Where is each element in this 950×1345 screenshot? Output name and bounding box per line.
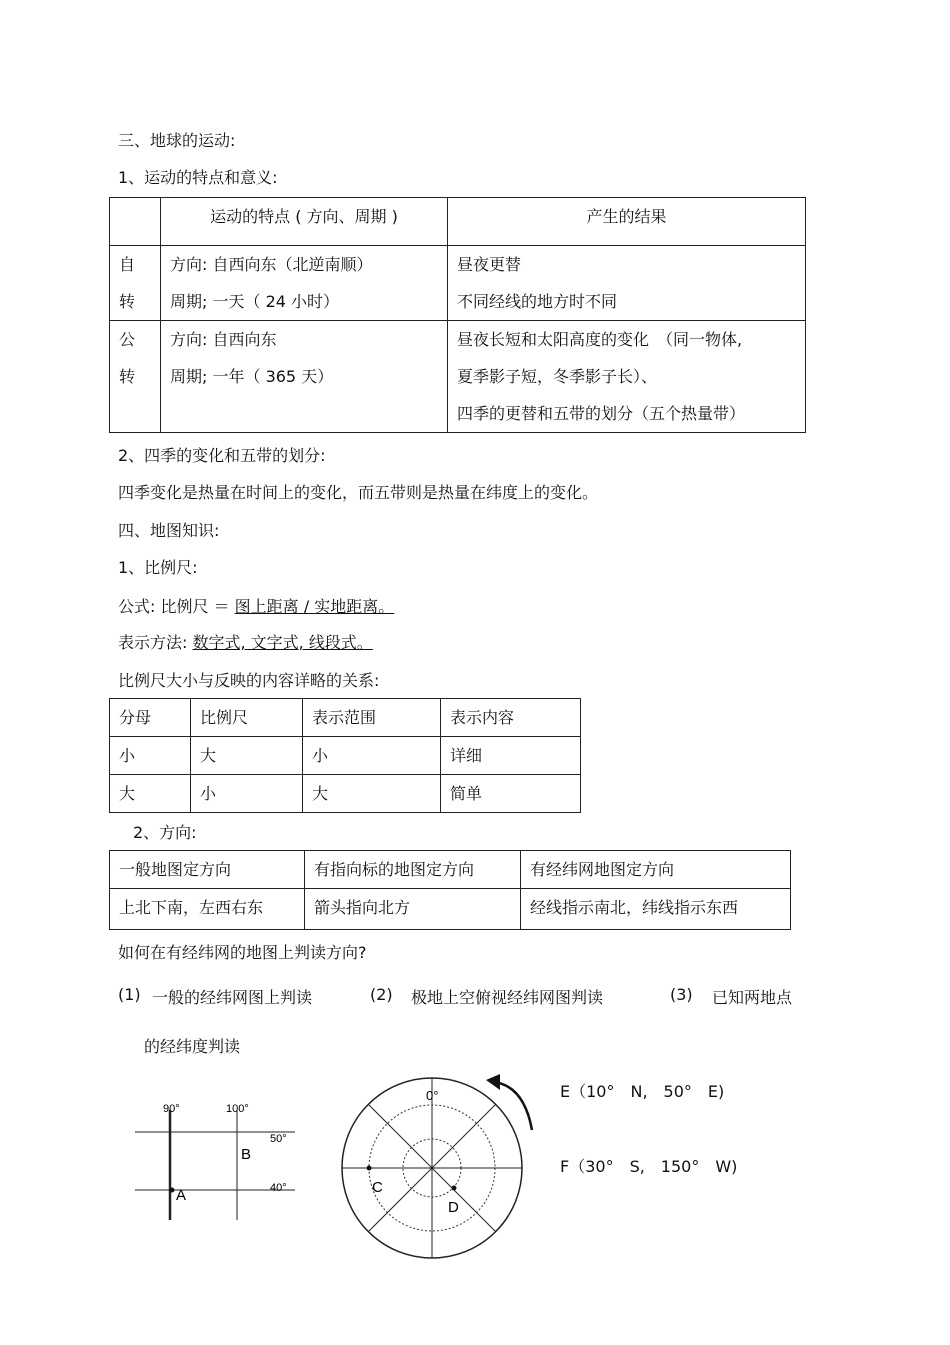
header-cell: 运动的特点 ( 方向、周期 ): [161, 198, 448, 246]
header-cell: 表示范围: [303, 699, 441, 737]
feature-line: 周期; 一年（ 365 天）: [170, 367, 334, 386]
feature-line: 方向: 自西向东: [170, 330, 277, 349]
table-row: [110, 737, 581, 775]
scale-relation-title: 比例尺大小与反映的内容详略的关系:: [118, 671, 380, 690]
method-3: 已知两地点: [712, 988, 793, 1007]
table-cell: 大: [191, 737, 303, 775]
table-row: [110, 246, 806, 321]
method-1: 一般的经纬网图上判读: [152, 988, 313, 1007]
features-cell: [161, 246, 448, 321]
header-cell: 有指向标的地图定方向: [305, 851, 521, 889]
point-b-label: B: [241, 1146, 252, 1163]
section4-2-title: 2、方向:: [133, 823, 197, 842]
section3-2-title: 2、四季的变化和五带的划分:: [118, 446, 326, 465]
table-row: [110, 775, 581, 813]
header-cell: 比例尺: [191, 699, 303, 737]
methods-value: 数字式, 文字式, 线段式。: [192, 633, 373, 652]
section3-1-title: 1、运动的特点和意义:: [118, 168, 278, 187]
result-line: 不同经线的地方时不同: [457, 292, 618, 311]
point-d-dot: [452, 1186, 457, 1191]
table-row: [110, 889, 791, 930]
point-a-label: A: [176, 1187, 187, 1204]
direction-table: [109, 850, 791, 930]
methods-line: [118, 630, 373, 653]
method-1-num: (1): [118, 985, 141, 1004]
method-2-num: (2): [370, 985, 393, 1004]
motion-table-header: [110, 198, 806, 246]
row-name-line: 公: [119, 330, 136, 349]
lon-label-90: 90°: [163, 1103, 180, 1115]
method-2: 极地上空俯视经纬网图判读: [411, 988, 604, 1007]
header-cell: 产生的结果: [448, 198, 806, 246]
motion-table: [109, 197, 806, 433]
row-name: [110, 321, 161, 433]
table-cell: 大: [303, 775, 441, 813]
header-cell: 一般地图定方向: [110, 851, 305, 889]
lat-label-50: 50°: [270, 1133, 287, 1145]
section4-1-title: 1、比例尺:: [118, 558, 198, 577]
table-cell: 箭头指向北方: [305, 889, 521, 930]
table-cell: 简单: [441, 775, 581, 813]
formula-label: 公式: 比例尺 ＝: [118, 597, 235, 616]
method-3-num: (3): [670, 985, 693, 1004]
section4-title: 四、地图知识:: [118, 521, 220, 540]
feature-line: 周期; 一天（ 24 小时）: [170, 292, 340, 311]
result-line: 昼夜长短和太阳高度的变化 （同一物体,: [457, 330, 743, 349]
scale-table: [109, 698, 581, 813]
table-cell: 小: [191, 775, 303, 813]
point-c-dot: [367, 1166, 372, 1171]
result-line: 夏季影子短，冬季影子长）、: [457, 367, 658, 386]
section3-title: 三、地球的运动:: [118, 131, 236, 150]
lon-label-100: 100°: [226, 1103, 249, 1115]
table-cell: 经线指示南北，纬线指示东西: [521, 889, 791, 930]
table-cell: 小: [110, 737, 191, 775]
method-3-continued: 的经纬度判读: [144, 1037, 241, 1056]
table-cell: 上北下南，左西右东: [110, 889, 305, 930]
results-cell: [448, 246, 806, 321]
table-row: [110, 321, 806, 433]
coord-f: F（30° S, 150° W): [560, 1157, 738, 1176]
point-c-label: C: [372, 1179, 383, 1196]
feature-line: 方向: 自西向东（北逆南顺）: [170, 255, 373, 274]
coord-e: E（10° N, 50° E): [560, 1082, 725, 1101]
formula-line: [118, 594, 394, 617]
header-cell: 表示内容: [441, 699, 581, 737]
features-cell: [161, 321, 448, 433]
row-name-line: 转: [119, 367, 136, 386]
table-cell: 详细: [441, 737, 581, 775]
methods-label: 表示方法:: [118, 633, 193, 652]
result-line: 昼夜更替: [457, 255, 522, 274]
point-d-label: D: [448, 1199, 459, 1216]
result-line: 四季的更替和五带的划分（五个热量带）: [457, 404, 746, 423]
direction-table-header: [110, 851, 791, 889]
header-cell: 分母: [110, 699, 191, 737]
header-cell: 有经纬网地图定方向: [521, 851, 791, 889]
results-cell: [448, 321, 806, 433]
row-name: [110, 246, 161, 321]
table-cell: 大: [110, 775, 191, 813]
header-cell: [110, 198, 161, 246]
table-cell: 小: [303, 737, 441, 775]
section3-2-text: 四季变化是热量在时间上的变化，而五带则是热量在纬度上的变化。: [118, 483, 599, 502]
formula-value: 图上距离 / 实地距离。: [234, 597, 395, 616]
rotation-arrow-icon: [480, 1072, 540, 1134]
scale-table-header: [110, 699, 581, 737]
row-name-line: 自: [119, 255, 136, 274]
row-name-line: 转: [119, 292, 136, 311]
question-text: 如何在有经纬网的地图上判读方向?: [118, 943, 367, 962]
point-a-dot: [170, 1188, 175, 1193]
zero-meridian-label: 0°: [426, 1088, 439, 1103]
grid-figure: [130, 1095, 300, 1225]
lat-label-40: 40°: [270, 1182, 287, 1194]
